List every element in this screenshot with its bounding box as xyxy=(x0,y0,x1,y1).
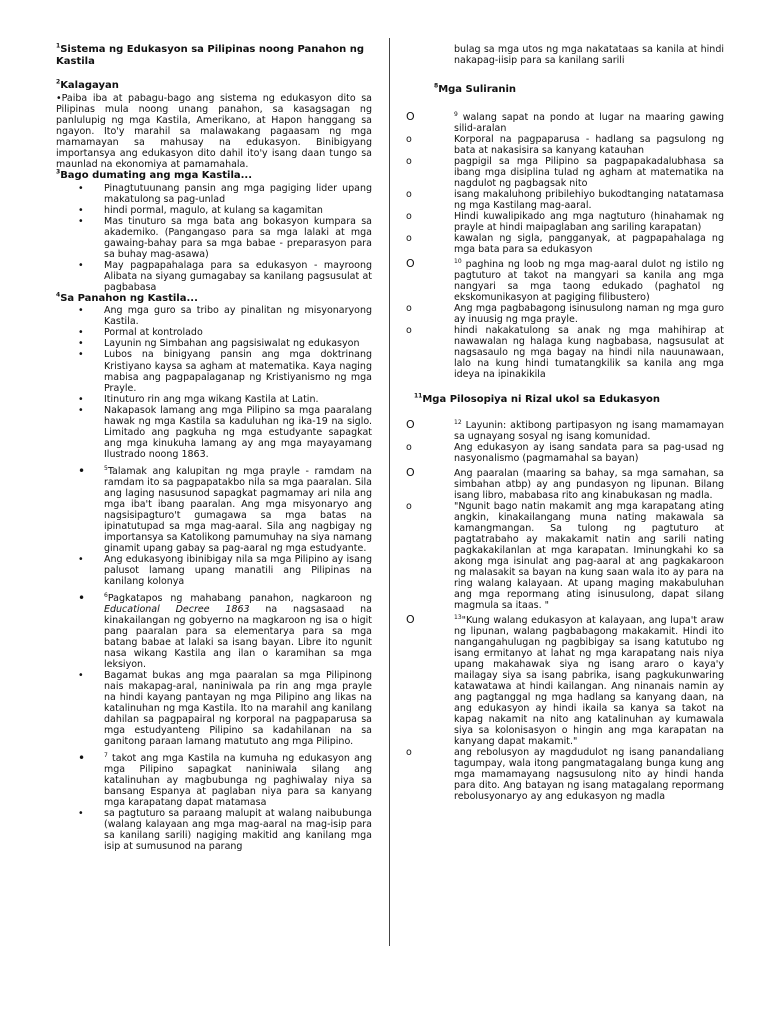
list-item: • Layunin ng Simbahan ang pagsisiwalat ng edukasyon xyxy=(78,338,372,349)
list-item: • May pagpapahalaga para sa edukasyon - mayroong Alibata na siyang gumagabay sa kanilang pagsusulat at pagbabasa xyxy=(78,260,372,293)
heading-kalagayan: $^2$Kalagayan xyxy=(56,79,119,92)
list-item: • Pormal at kontrolado xyxy=(78,327,372,338)
list-item: o Ang mga pagbabagong isinusulong naman ng mga guro ay inuusig ng mga prayle. xyxy=(406,302,724,325)
list-item: • Bagamat bukas ang mga paaralan sa mga Pilipinong nais makapag-aral, naniniwala pa rin ang mga prayle na hindi kayang pantayan ng mga Pilipino ang likas na katalinuhan ng mga Kastila. Ito na marahil ang kanilang dahilan sa pagpapairal ng korporal na pagpaparusa sa mga estudyanteng Pilipino sa kadahilanan na sa ganitong paraan lamang matututo ang mga Pilipino. xyxy=(78,670,372,747)
list-item: • Pinagtutuunang pansin ang mga pagiging lider upang makatulong sa pag-unlad xyxy=(78,183,372,205)
list-item: • Lubos na binigyang pansin ang mga doktrinang Kristiyano kaysa sa agham at matematika. Kaya naging mabisa ang pagpapalaganap ng Kristiyanismo ng mga Prayle. xyxy=(78,349,372,393)
list-item: • Ang edukasyong ibinibigay nila sa mga Pilipino ay isang palusot lamang upang manatili ang Pilipinas na kanilang kolonya xyxy=(78,554,372,587)
list-item: O $^{12}$ Layunin: aktibong partipasyon ng isang mamamayan sa ugnayang sosyal ng isang komunidad. xyxy=(406,417,724,442)
list-item: O $^{13}$"Kung walang edukasyon at kalayaan, ang lupa't araw ng lipunan, walang pagbabagong makakamit. Hindi ito nangangahulugan ng pagbibigay sa isang katutubo ng isang ermitanyo at lahat ng mga karapatang nais niya upang makahawak siya ng isang araro o kaya'y mailagay siya sa isang pabrika, isang pagkukunwaring katawatawa at hindi kailangan. Ang ninanais namin ay ang pagtanggal ng mga hadlang sa kanyang daan, na ang edukasyon ay hindi ikaila sa kanya sa takot na kapag nakamit na nito ang katalinuhan ay kumawala siya sa kolonisasyon o hingin ang mga karapatan na kanyang dapat makamit." xyxy=(406,612,724,748)
list-bago-dumating xyxy=(56,183,372,293)
column-divider xyxy=(389,38,390,946)
list-item: o Korporal na pagpaparusa - hadlang sa pagsulong ng bata at nakasisira sa kanyang katauhan xyxy=(406,133,724,156)
list-suliranin xyxy=(404,109,724,380)
list-item: O $^{10}$ paghina ng loob ng mga mag-aaral dulot ng istilo ng pagtuturo at takot na mangyari sa kanila ang mga nangyari sa mga taong edukado (paghatol ng ekskomunikasyon at pagiging filibustero) xyxy=(406,256,724,303)
heading-mga-suliranin: $^8$Mga Suliranin xyxy=(434,82,517,96)
list-item: o "Ngunit bago natin makamit ang mga karapatang ating angkin, kinakailangang muna nating makawala sa kamangmangan. Sa tulong ng pagtuturo at pagtatrabaho ay makakamit natin ang sarili nating pagkakakilanlan at mga karapatan. Iminungkahi ko sa akong mga isinulat ang pag-aaral at ang pagkakaroon ng malasakit sa bayan na kung saan wala ito ay para na ring walang kalayaan. At upang maging makabuluhan ang mga repormang ating isinusulong, dapat silang magmula sa itaas. " xyxy=(406,500,724,611)
left-column xyxy=(56,44,372,1024)
list-item: O Ang paaralan (maaring sa bahay, sa mga samahan, sa simbahan atbp) ay ang pundasyon ng lipunan. Bilang isang libro, mababasa rito ang kinabukasan ng madla. xyxy=(406,465,724,501)
list-item: O $^9$ walang sapat na pondo at lugar na maaring gawing silid-aralan xyxy=(406,109,724,134)
continued-text: bulag sa mga utos ng mga nakatataas sa kanila at hindi nakapag-iisip para sa kanilang sarili xyxy=(454,44,724,67)
list-item: • Itinuturo rin ang mga wikang Kastila at Latin. xyxy=(78,394,372,405)
heading-sa-panahon: $^4$Sa Panahon ng Kastila... xyxy=(56,291,198,304)
list-item: • Ang mga guro sa tribo ay pinalitan ng misyonaryong Kastila. xyxy=(78,305,372,327)
document-title: $^1$Sistema ng Edukasyon sa Pilipinas noong Panahon ng Kastila xyxy=(56,42,365,68)
list-item: o isang makaluhong pribilehiyo bukodtanging natatamasa ng mga Kastilang mag-aaral. xyxy=(406,188,724,211)
list-item: o Ang edukasyon ay isang sandata para sa pag-usad ng nasyonalismo (pagmamahal sa bayan) xyxy=(406,441,724,464)
list-item: o hindi nakakatulong sa anak ng mga mahihirap at nawawalan ng halaga kung nagbabasa, nagsusulat at nagsasaulo ng mga bagay na hindi nila nauunawaan, lalo na kung hindi tumatangkilik sa kanila ang mga ideya na ipinakikila xyxy=(406,324,724,380)
right-column xyxy=(404,44,724,1024)
heading-pilosopiya-rizal: $^{11}$Mga Pilosopiya ni Rizal ukol sa Edukasyon xyxy=(414,392,660,405)
list-pilosopiya xyxy=(404,417,724,803)
list-item: • sa pagtuturo sa paraang malupit at walang naibubunga (walang kalayaan ang mga mag-aaral na mag-isip para sa kanilang sarili) nagiging makitid ang kanilang mga isip at sumusunod na parang xyxy=(78,808,372,852)
list-item: o ang rebolusyon ay magdudulot ng isang panandaliang tagumpay, wala itong pangmatagalang bunga kung ang mga mamamayang nagsusulong nito ay hindi handa para dito. Ang batayan ng isang matagalang repormang rebolusyonaryo ay ang edukasyon ng madla xyxy=(406,747,724,803)
list-item: • $^7$ takot ang mga Kastila na kumuha ng edukasyon ang mga Pilipino sapagkat naniniwala silang ang katalinuhan ay magbubunga ng paghiwalay niya sa bansang Espanya at paglaban niya para sa kanyang mga karapatang dapat matamasa xyxy=(78,753,372,808)
heading-bago-dumating: $^3$Bago dumating ang mga Kastila... xyxy=(56,168,253,182)
list-item: o kawalan ng sigla, pangganyak, at pagpapahalaga ng mga bata para sa edukasyon xyxy=(406,232,724,255)
list-sa-panahon xyxy=(56,305,372,852)
list-item: o Hindi kuwalipikado ang mga nagtuturo (hinahamak ng prayle at hindi maipaglaban ang sariling karapatan) xyxy=(406,210,724,233)
list-item: • $^5$Talamak ang kalupitan ng mga prayle - ramdam na ramdam ito sa pagpapatakbo nila sa mga paaralan. Sila ang laging nasusunod sapagkat pagmamay ari nila ang mga iba't ibang paaralan. Ang mga misyonaryo ang nagsisipagturo't gumagawa sa mga batas na ipinatutupad sa mga mag-aaral. Sila ang nagbigay ng importansya sa Katolikong pamumuhay na siya namang ginamit upang gabay sa pag-aaral ng mga estudyante. xyxy=(78,466,372,554)
list-item: • $^6$Pagkatapos ng mahabang panahon, nagkaroon ng Educational Decree 1863 na nagsasaad na kinakailangan ng gobyerno na magkaroon ng isa o higit pang paaralan para sa elementarya para sa mga batang babae at lalaki sa isang bayan. Libre ito ngunit nasa wikang Kastila ang ilan o karamihan sa mga leksiyon. xyxy=(78,593,372,670)
list-item: • hindi pormal, magulo, at kulang sa kagamitan xyxy=(78,205,372,216)
list-item: • Mas tinuturo sa mga bata ang bokasyon kumpara sa akademiko. (Pangangaso para sa mga lalaki at mga gawaing-bahay para sa mga babae - preparasyon para sa buhay mag-asawa) xyxy=(78,216,372,260)
list-item: • Nakapasok lamang ang mga Pilipino sa mga paaralang hawak ng mga Kastila sa kaduluhan ng ika-19 na siglo. Limitado ang pagkuha ng mga estudyante sapagkat ang mga kinukuha lamang ay ang mga mayayamang Ilustrado noong 1863. xyxy=(78,405,372,460)
paragraph-kalagayan: •Paiba iba at pabagu-bago ang sistema ng edukasyon dito sa Pilipinas mula noong unang panahon, sa kasagsagan ng panlulupig ng mga Kastila, Amerikano, at Hapon hanggang sa ngayon. Ito'y marahil sa malawakang pagaasam ng mga mamamayan sa mahusay na edukasyon. Binibigyang importansya ang edukasyon dito dahil ito'y isang daan tungo sa maunlad na ekonomiya at pamamahala. xyxy=(56,92,372,171)
list-item: o pagpigil sa mga Pilipino sa pagpapakadalubhasa sa ibang mga disiplina tulad ng agham at matematika na nagdulot ng pagbagsak nito xyxy=(406,155,724,189)
